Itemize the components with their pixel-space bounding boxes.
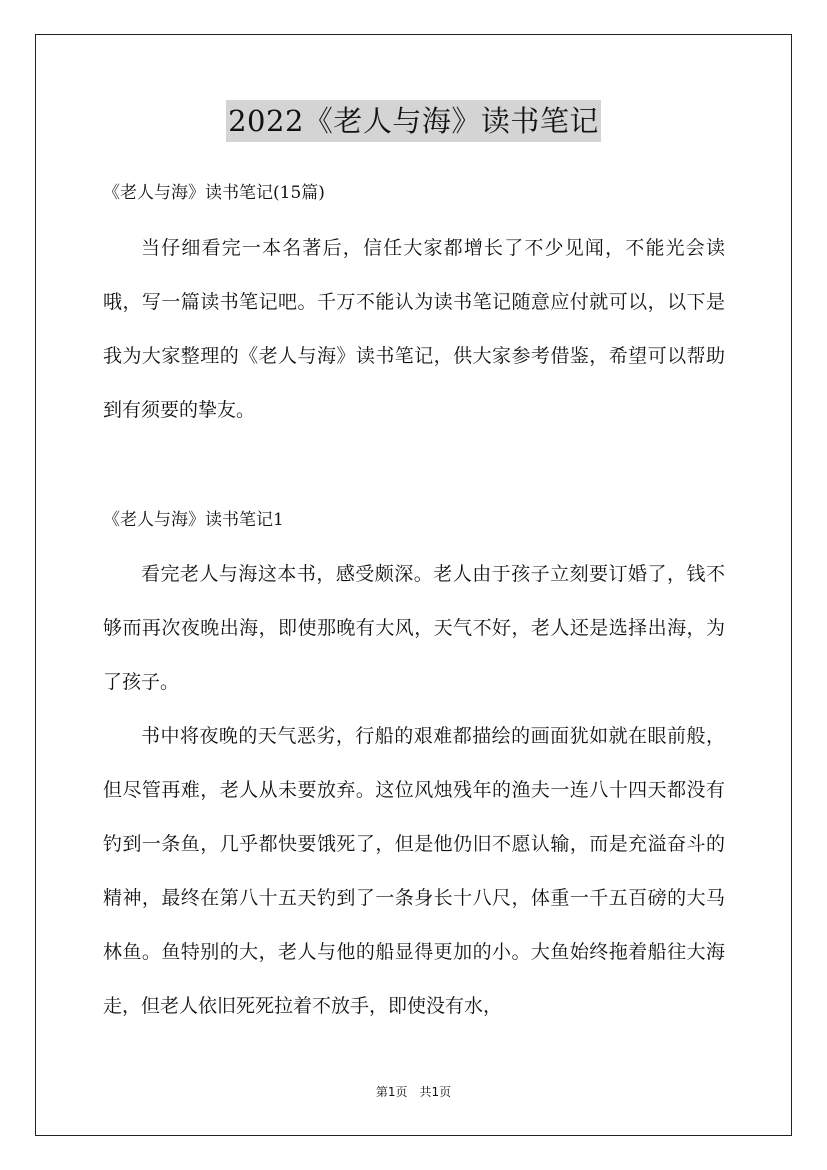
document-title: 2022《老人与海》读书笔记 bbox=[226, 100, 601, 142]
intro-paragraph: 当仔细看完一本名著后，信任大家都增长了不少见闻，不能光会读哦，写一篇读书笔记吧。千万不能认为读书笔记随意应付就可以，以下是我为大家整理的《老人与海》读书笔记，供大家参考借鉴，希望可以帮助到有须要的挚友。 bbox=[103, 237, 725, 421]
section-heading-1: 《老人与海》读书笔记1 bbox=[103, 510, 284, 530]
section-1-paragraph-2: 书中将夜晚的天气恶劣，行船的艰难都描绘的画面犹如就在眼前般，但尽管再难，老人从未要放弃。这位风烛残年的渔夫一连八十四天都没有钓到一条鱼，几乎都快要饿死了，但是他仍旧不愿认输，而是充溢奋斗的精神，最终在第八十五天钓到了一条身长十八尺，体重一千五百磅的大马林鱼。鱼特别的大，老人与他的船显得更加的小。大鱼始终拖着船往大海走，但老人依旧死死拉着不放手，即使没有水， bbox=[103, 725, 725, 1017]
document-subtitle: 《老人与海》读书笔记(15篇) bbox=[103, 183, 325, 203]
title-container bbox=[0, 100, 827, 142]
section-1-paragraph-1: 看完老人与海这本书，感受颇深。老人由于孩子立刻要订婚了，钱不够而再次夜晚出海，即使那晚有大风，天气不好，老人还是选择出海，为了孩子。 bbox=[103, 563, 725, 693]
page-footer: 第1页 共1页 bbox=[375, 1085, 452, 1099]
